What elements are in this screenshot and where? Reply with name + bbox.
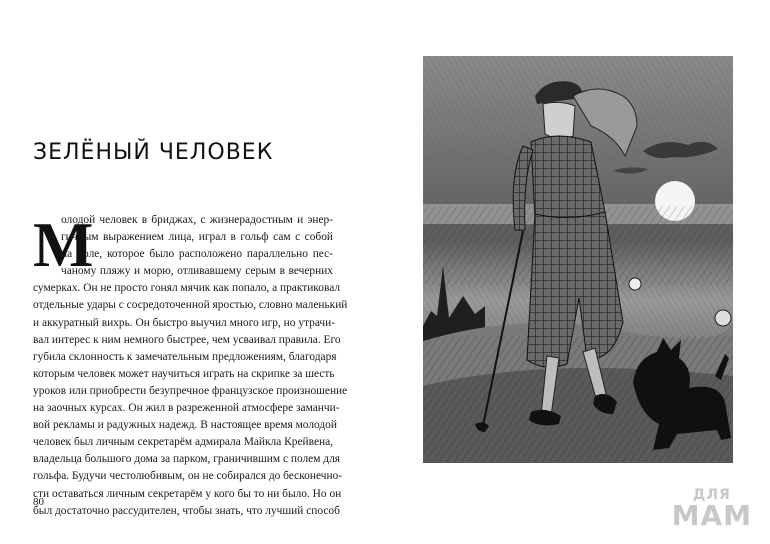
text-line: и аккуратный вихрь. Он быстро выучил много игр, но утрачи- <box>33 316 336 329</box>
text-line: вал интерес к ним немного быстрее, чем усваивал правила. Его <box>33 333 341 346</box>
text-line: на заочных курсах. Он жил в разреженной атмосфере заманчи- <box>33 402 340 415</box>
text-line: вой рекламы и радужных надежд. В настоящее время молодой <box>33 419 337 432</box>
watermark-line2: МАМ <box>671 499 752 532</box>
watermark-line1: ДЛЯ <box>692 487 731 503</box>
body-text <box>33 209 348 520</box>
watermark-logo <box>672 488 752 530</box>
right-page <box>385 0 770 544</box>
golfer-sunset-illustration <box>423 56 733 463</box>
text-line: губила склонность к замечательным предложениям, благодаря <box>33 350 337 363</box>
text-line: гичным выражением лица, играл в гольф сам с собой <box>61 231 333 244</box>
text-line: олодой человек в бриджах, с жизнерадостным и энер- <box>61 214 333 226</box>
text-line: которым человек может научиться играть на скрипке за шесть <box>33 367 335 380</box>
drop-cap: М <box>33 209 94 280</box>
page-number: 80 <box>33 496 44 508</box>
text-line: владельца большого дома за парком, граничившим с полем для <box>33 453 341 466</box>
text-line: чаному пляжу и морю, отливавшему серым в вечерних <box>61 265 333 278</box>
text-line: гольфа. Будучи честолюбивым, он не собирался до бесконечно- <box>33 470 343 483</box>
text-line: отдельные удары с сосредоточенной яростью, словно маленький <box>33 299 348 312</box>
text-line: уроков или приобрести безупречное французское произношение <box>33 384 348 397</box>
text-line: человек был личным секретарём адмирала Майкла Крейвена, <box>33 436 333 449</box>
text-line: сти оставаться личным секретарём у кого бы то ни было. Но он <box>33 487 342 500</box>
text-line: на поле, которое было расположено параллельно пес- <box>61 248 333 261</box>
chapter-title: ЗЕЛЁНЫЙ ЧЕЛОВЕК <box>33 140 274 165</box>
text-line: сумерках. Он не просто гонял мячик как попало, а практиковал <box>33 282 341 295</box>
text-line: был достаточно рассудителен, чтобы знать, что лучший способ <box>33 504 340 517</box>
